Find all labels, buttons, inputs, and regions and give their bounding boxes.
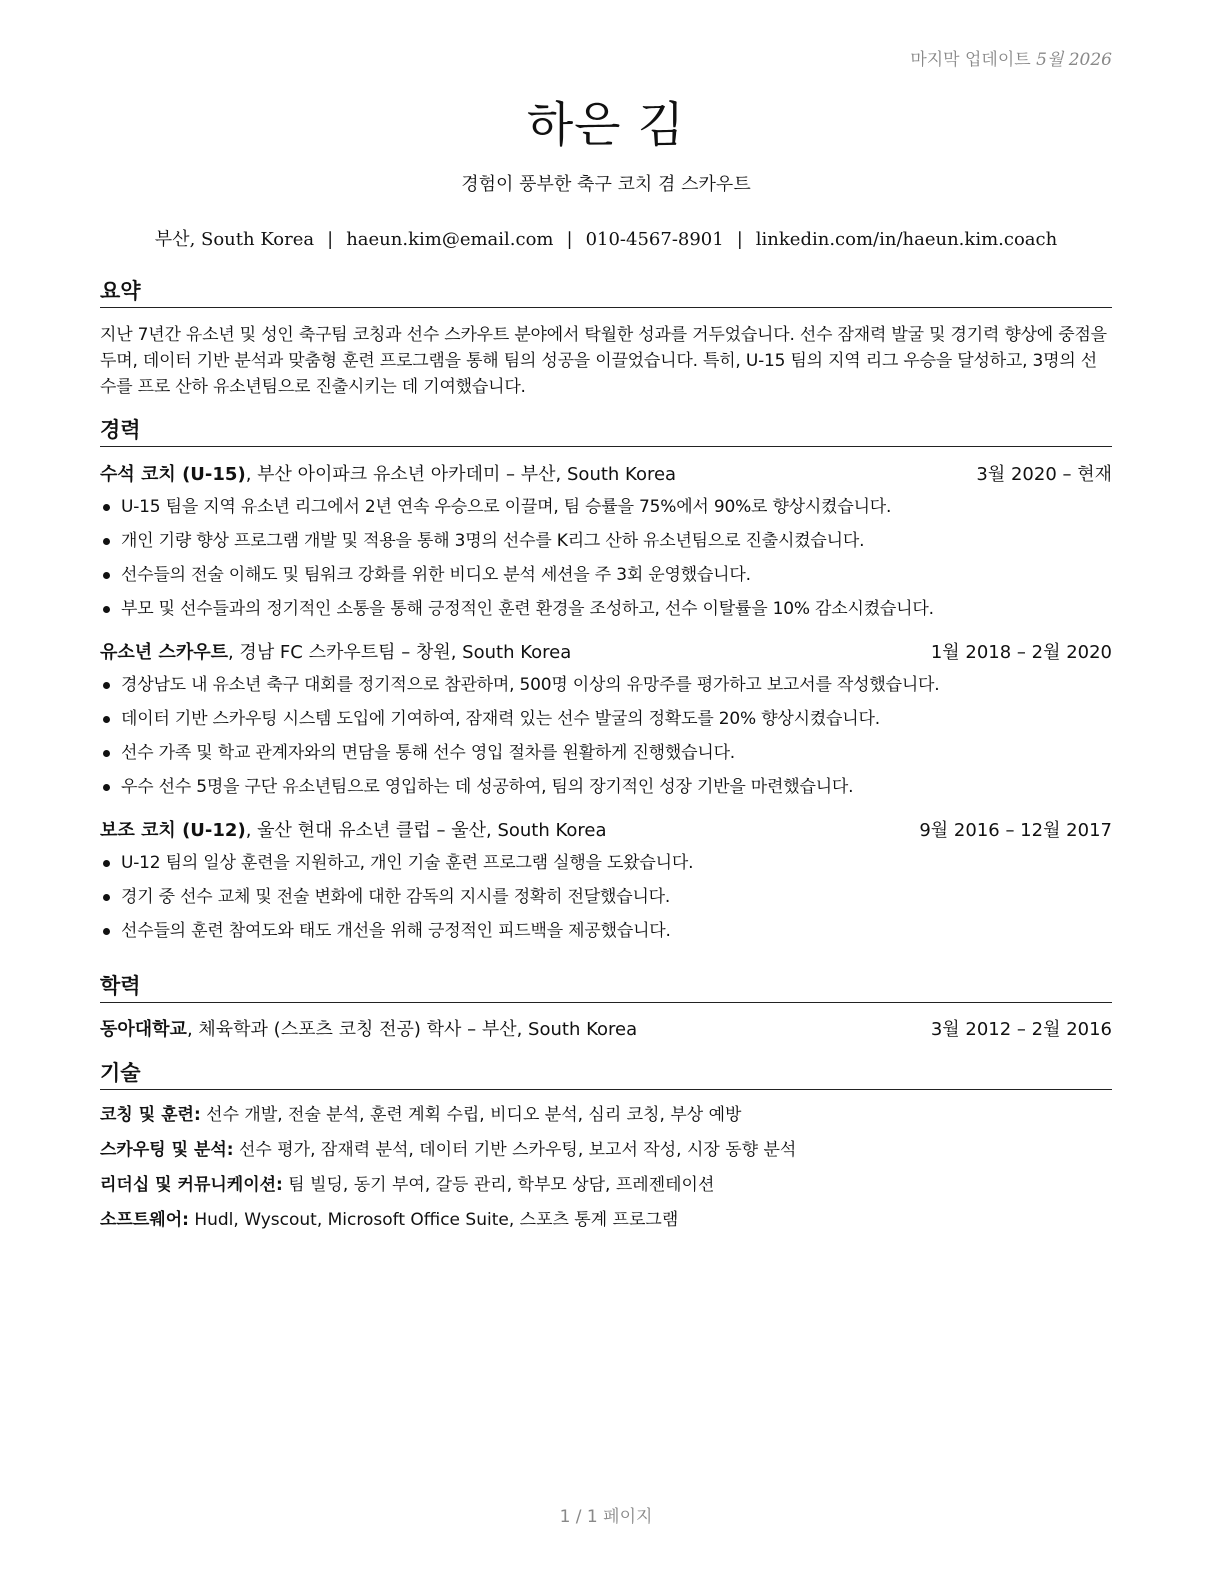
candidate-name: 하은 김 <box>526 97 686 153</box>
contact-separator: | <box>736 229 743 250</box>
skill-label: 소프트웨어: <box>100 1210 189 1230</box>
job-org: , 울산 현대 유소년 클럽 – 울산, South Korea <box>245 820 607 841</box>
last-updated-month: 5월 <box>1036 50 1064 70</box>
job-bullet: 선수들의 전술 이해도 및 팀워크 강화를 위한 비디오 분석 세션을 주 3회 운영했습니다. <box>100 560 1112 594</box>
education-entry <box>100 1017 1112 1043</box>
job-org: , 부산 아이파크 유소년 아카데미 – 부산, South Korea <box>245 464 677 485</box>
job-role: 보조 코치 (U-12) <box>100 820 246 841</box>
skill-value: Hudl, Wyscout, Microsoft Office Suite, 스포츠 통계 프로그램 <box>188 1210 679 1230</box>
last-updated-year: 2026 <box>1068 50 1112 70</box>
job-entry <box>100 818 1112 950</box>
job-role: 유소년 스카우트 <box>100 642 228 663</box>
job-entry <box>100 640 1112 806</box>
job-header <box>100 818 1112 844</box>
section-title-skills: 기술 <box>100 1060 1112 1090</box>
experience-section <box>100 417 1112 950</box>
job-bullet: 데이터 기반 스카우팅 시스템 도입에 기여하여, 잠재력 있는 선수 발굴의 정확도를 20% 향상시켰습니다. <box>100 704 1112 738</box>
contact-separator: | <box>327 229 334 250</box>
contact-phone: 010-4567-8901 <box>585 229 724 250</box>
skill-value: 팀 빌딩, 동기 부여, 갈등 관리, 학부모 상담, 프레젠테이션 <box>282 1175 715 1195</box>
candidate-headline: 경험이 풍부한 축구 코치 겸 스카우트 <box>461 174 751 195</box>
skill-label: 리더십 및 커뮤니케이션: <box>100 1175 283 1195</box>
skill-row <box>100 1135 1112 1170</box>
section-title-education: 학력 <box>100 973 1112 1003</box>
job-bullet: U-15 팀을 지역 유소년 리그에서 2년 연속 우승으로 이끌며, 팀 승률을 75%에서 90%로 향상시켰습니다. <box>100 492 1112 526</box>
job-dates: 9월 2016 – 12월 2017 <box>919 820 1112 841</box>
skill-label: 코칭 및 훈련: <box>100 1105 201 1125</box>
last-updated <box>910 45 1112 70</box>
job-bullets <box>100 670 1112 806</box>
section-title-summary: 요약 <box>100 278 1112 308</box>
summary-text: 지난 7년간 유소년 및 성인 축구팀 코칭과 선수 스카우트 분야에서 탁월한 성과를 거두었습니다. 선수 잠재력 발굴 및 경기력 향상에 중점을 두며, 데이터 기반 분석과 맞춤형 훈련 프로그램을 통해 팀의 성공을 이끌었습니다. 특히, U-15 팀의 지역 리그 우승을 달성하고, 3명의 선수를 프로 산하 유소년팀으로 진출시키는 데 기여했습니다. <box>100 325 1107 397</box>
skill-row <box>100 1205 1112 1240</box>
education-school: 동아대학교 <box>100 1019 187 1040</box>
skill-row <box>100 1170 1112 1205</box>
job-role: 수석 코치 (U-15) <box>100 464 246 485</box>
section-title-experience: 경력 <box>100 417 1112 447</box>
skill-label: 스카우팅 및 분석: <box>100 1140 234 1160</box>
job-bullet: 우수 선수 5명을 구단 유소년팀으로 영입하는 데 성공하여, 팀의 장기적인 성장 기반을 마련했습니다. <box>100 772 1112 806</box>
education-degree: , 체육학과 (스포츠 코칭 전공) 학사 – 부산, South Korea <box>186 1019 638 1040</box>
job-org: , 경남 FC 스카우트팀 – 창원, South Korea <box>227 642 572 663</box>
job-bullets <box>100 492 1112 628</box>
job-dates: 1월 2018 – 2월 2020 <box>930 642 1112 663</box>
job-bullet: 경상남도 내 유소년 축구 대회를 정기적으로 참관하며, 500명 이상의 유망주를 평가하고 보고서를 작성했습니다. <box>100 670 1112 704</box>
job-bullet: 선수 가족 및 학교 관계자와의 면담을 통해 선수 영입 절차를 원활하게 진행했습니다. <box>100 738 1112 772</box>
job-bullet: 개인 기량 향상 프로그램 개발 및 적용을 통해 3명의 선수를 K리그 산하 유소년팀으로 진출시켰습니다. <box>100 526 1112 560</box>
page-number: 1 / 1 페이지 <box>559 1507 653 1527</box>
skill-value: 선수 개발, 전술 분석, 훈련 계획 수립, 비디오 분석, 심리 코칭, 부상 예방 <box>200 1105 742 1125</box>
job-entry <box>100 462 1112 628</box>
contact-email[interactable]: haeun.kim@email.com <box>346 229 554 250</box>
job-bullet: U-12 팀의 일상 훈련을 지원하고, 개인 기술 훈련 프로그램 실행을 도왔습니다. <box>100 848 1112 882</box>
education-dates: 3월 2012 – 2월 2016 <box>930 1019 1112 1040</box>
job-header <box>100 462 1112 488</box>
contact-line <box>100 225 1112 251</box>
job-bullet: 부모 및 선수들과의 정기적인 소통을 통해 긍정적인 훈련 환경을 조성하고, 선수 이탈률을 10% 감소시켰습니다. <box>100 594 1112 628</box>
skill-value: 선수 평가, 잠재력 분석, 데이터 기반 스카우팅, 보고서 작성, 시장 동향 분석 <box>233 1140 797 1160</box>
job-bullet: 선수들의 훈련 참여도와 태도 개선을 위해 긍정적인 피드백을 제공했습니다. <box>100 916 1112 950</box>
summary-section <box>100 278 1112 400</box>
skill-row <box>100 1100 1112 1135</box>
contact-separator: | <box>566 229 573 250</box>
education-section <box>100 973 1112 1043</box>
job-bullet: 경기 중 선수 교체 및 전술 변화에 대한 감독의 지시를 정확히 전달했습니다. <box>100 882 1112 916</box>
job-dates: 3월 2020 – 현재 <box>976 464 1112 485</box>
job-bullets <box>100 848 1112 950</box>
contact-location: 부산, South Korea <box>154 229 315 250</box>
last-updated-label: 마지막 업데이트 <box>910 50 1031 70</box>
job-header <box>100 640 1112 666</box>
skills-section <box>100 1060 1112 1240</box>
contact-linkedin[interactable]: linkedin.com/in/haeun.kim.coach <box>755 229 1058 250</box>
resume-page <box>100 0 1112 1584</box>
